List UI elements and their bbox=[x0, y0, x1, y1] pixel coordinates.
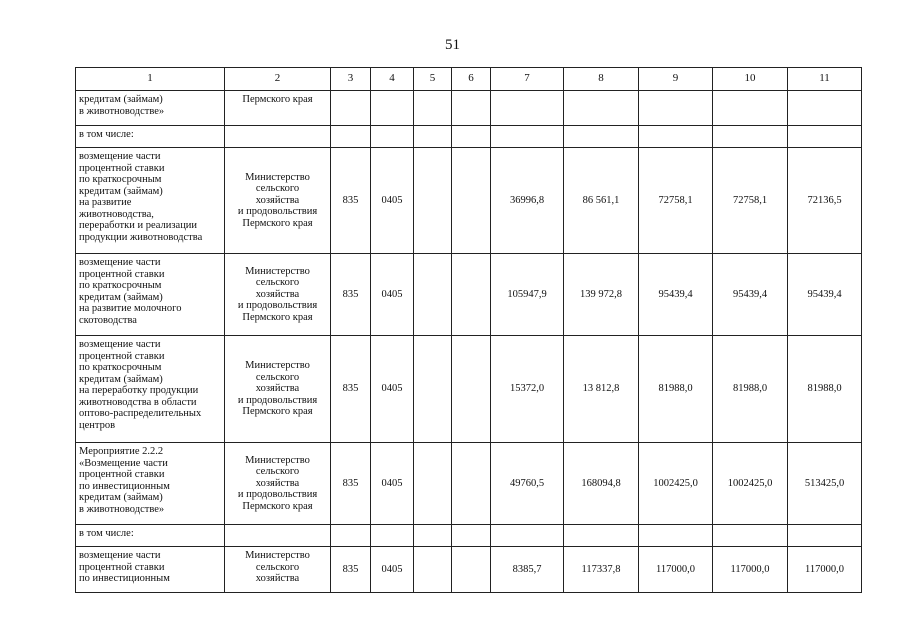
row-col-7 bbox=[491, 525, 564, 547]
row-col-7: 49760,5 bbox=[491, 443, 564, 525]
row-executor bbox=[225, 525, 331, 547]
row-col-8: 139 972,8 bbox=[564, 254, 639, 336]
col-header-2: 2 bbox=[225, 68, 331, 91]
row-col-3: 835 bbox=[331, 443, 371, 525]
row-col-5 bbox=[414, 148, 452, 254]
table-row bbox=[76, 254, 862, 336]
row-col-8: 117337,8 bbox=[564, 547, 639, 593]
row-col-6 bbox=[452, 547, 491, 593]
col-header-10: 10 bbox=[713, 68, 788, 91]
row-col-5 bbox=[414, 254, 452, 336]
row-col-9: 81988,0 bbox=[639, 336, 713, 443]
col-header-4: 4 bbox=[371, 68, 414, 91]
row-executor: Пермского края bbox=[225, 91, 331, 126]
row-col-11: 117000,0 bbox=[788, 547, 862, 593]
row-col-7 bbox=[491, 126, 564, 148]
row-col-10: 117000,0 bbox=[713, 547, 788, 593]
table-row bbox=[76, 525, 862, 547]
row-description: Мероприятие 2.2.2 «Возмещение части процентной ставки по инвестиционным кредитам (займам) в животноводстве» bbox=[76, 443, 225, 525]
row-col-10 bbox=[713, 525, 788, 547]
row-col-4: 0405 bbox=[371, 443, 414, 525]
table-row bbox=[76, 91, 862, 126]
row-description: возмещение части процентной ставки по краткосрочным кредитам (займам) на развитие животноводства, переработки и реализации продукции животноводства bbox=[76, 148, 225, 254]
row-col-11: 81988,0 bbox=[788, 336, 862, 443]
row-col-7: 105947,9 bbox=[491, 254, 564, 336]
row-executor: Министерство сельского хозяйства и продовольствия Пермского края bbox=[225, 148, 331, 254]
col-header-8: 8 bbox=[564, 68, 639, 91]
row-col-5 bbox=[414, 525, 452, 547]
row-col-6 bbox=[452, 336, 491, 443]
row-col-6 bbox=[452, 91, 491, 126]
row-col-3: 835 bbox=[331, 547, 371, 593]
row-col-5 bbox=[414, 547, 452, 593]
table-row bbox=[76, 443, 862, 525]
row-col-11 bbox=[788, 91, 862, 126]
col-header-7: 7 bbox=[491, 68, 564, 91]
row-col-7: 36996,8 bbox=[491, 148, 564, 254]
row-executor: Министерство сельского хозяйства bbox=[225, 547, 331, 593]
row-col-3 bbox=[331, 126, 371, 148]
col-header-9: 9 bbox=[639, 68, 713, 91]
table-row bbox=[76, 126, 862, 148]
row-col-9 bbox=[639, 525, 713, 547]
row-description: возмещение части процентной ставки по краткосрочным кредитам (займам) на развитие молочного скотоводства bbox=[76, 254, 225, 336]
row-col-8: 13 812,8 bbox=[564, 336, 639, 443]
row-col-4 bbox=[371, 525, 414, 547]
row-col-3 bbox=[331, 525, 371, 547]
row-col-4 bbox=[371, 91, 414, 126]
row-col-9: 1002425,0 bbox=[639, 443, 713, 525]
row-col-10: 81988,0 bbox=[713, 336, 788, 443]
table-row bbox=[76, 547, 862, 593]
row-col-7: 8385,7 bbox=[491, 547, 564, 593]
row-col-6 bbox=[452, 443, 491, 525]
row-col-8 bbox=[564, 126, 639, 148]
row-col-7 bbox=[491, 91, 564, 126]
row-col-10 bbox=[713, 91, 788, 126]
row-col-11: 72136,5 bbox=[788, 148, 862, 254]
row-col-3: 835 bbox=[331, 336, 371, 443]
row-col-3 bbox=[331, 91, 371, 126]
row-col-7: 15372,0 bbox=[491, 336, 564, 443]
row-col-11: 513425,0 bbox=[788, 443, 862, 525]
row-col-4: 0405 bbox=[371, 547, 414, 593]
row-col-4: 0405 bbox=[371, 148, 414, 254]
col-header-6: 6 bbox=[452, 68, 491, 91]
row-col-9: 72758,1 bbox=[639, 148, 713, 254]
row-col-11: 95439,4 bbox=[788, 254, 862, 336]
row-col-5 bbox=[414, 91, 452, 126]
row-col-4: 0405 bbox=[371, 254, 414, 336]
row-col-11 bbox=[788, 126, 862, 148]
row-description: возмещение части процентной ставки по краткосрочным кредитам (займам) на переработку продукции животноводства в области оптово-распределительных центров bbox=[76, 336, 225, 443]
row-col-6 bbox=[452, 254, 491, 336]
row-col-8 bbox=[564, 91, 639, 126]
row-executor bbox=[225, 126, 331, 148]
row-col-3: 835 bbox=[331, 148, 371, 254]
col-header-11: 11 bbox=[788, 68, 862, 91]
col-header-1: 1 bbox=[76, 68, 225, 91]
row-col-10: 95439,4 bbox=[713, 254, 788, 336]
budget-table bbox=[75, 67, 862, 593]
row-col-9: 117000,0 bbox=[639, 547, 713, 593]
row-col-9: 95439,4 bbox=[639, 254, 713, 336]
row-col-4: 0405 bbox=[371, 336, 414, 443]
row-col-5 bbox=[414, 126, 452, 148]
col-header-5: 5 bbox=[414, 68, 452, 91]
row-col-6 bbox=[452, 126, 491, 148]
row-description: кредитам (займам) в животноводстве» bbox=[76, 91, 225, 126]
table-row bbox=[76, 336, 862, 443]
row-col-6 bbox=[452, 525, 491, 547]
row-col-3: 835 bbox=[331, 254, 371, 336]
row-description: в том числе: bbox=[76, 525, 225, 547]
row-col-10: 1002425,0 bbox=[713, 443, 788, 525]
row-description: в том числе: bbox=[76, 126, 225, 148]
row-col-8: 168094,8 bbox=[564, 443, 639, 525]
row-executor: Министерство сельского хозяйства и продовольствия Пермского края bbox=[225, 336, 331, 443]
row-col-9 bbox=[639, 126, 713, 148]
table-header-row bbox=[76, 68, 862, 91]
row-description: возмещение части процентной ставки по инвестиционным bbox=[76, 547, 225, 593]
row-col-10 bbox=[713, 126, 788, 148]
row-col-6 bbox=[452, 148, 491, 254]
row-col-10: 72758,1 bbox=[713, 148, 788, 254]
row-col-8: 86 561,1 bbox=[564, 148, 639, 254]
row-executor: Министерство сельского хозяйства и продовольствия Пермского края bbox=[225, 254, 331, 336]
row-col-11 bbox=[788, 525, 862, 547]
row-col-8 bbox=[564, 525, 639, 547]
table-row bbox=[76, 148, 862, 254]
page-number: 51 bbox=[445, 37, 460, 53]
col-header-3: 3 bbox=[331, 68, 371, 91]
row-col-5 bbox=[414, 443, 452, 525]
row-col-9 bbox=[639, 91, 713, 126]
row-col-5 bbox=[414, 336, 452, 443]
row-executor: Министерство сельского хозяйства и продовольствия Пермского края bbox=[225, 443, 331, 525]
row-col-4 bbox=[371, 126, 414, 148]
